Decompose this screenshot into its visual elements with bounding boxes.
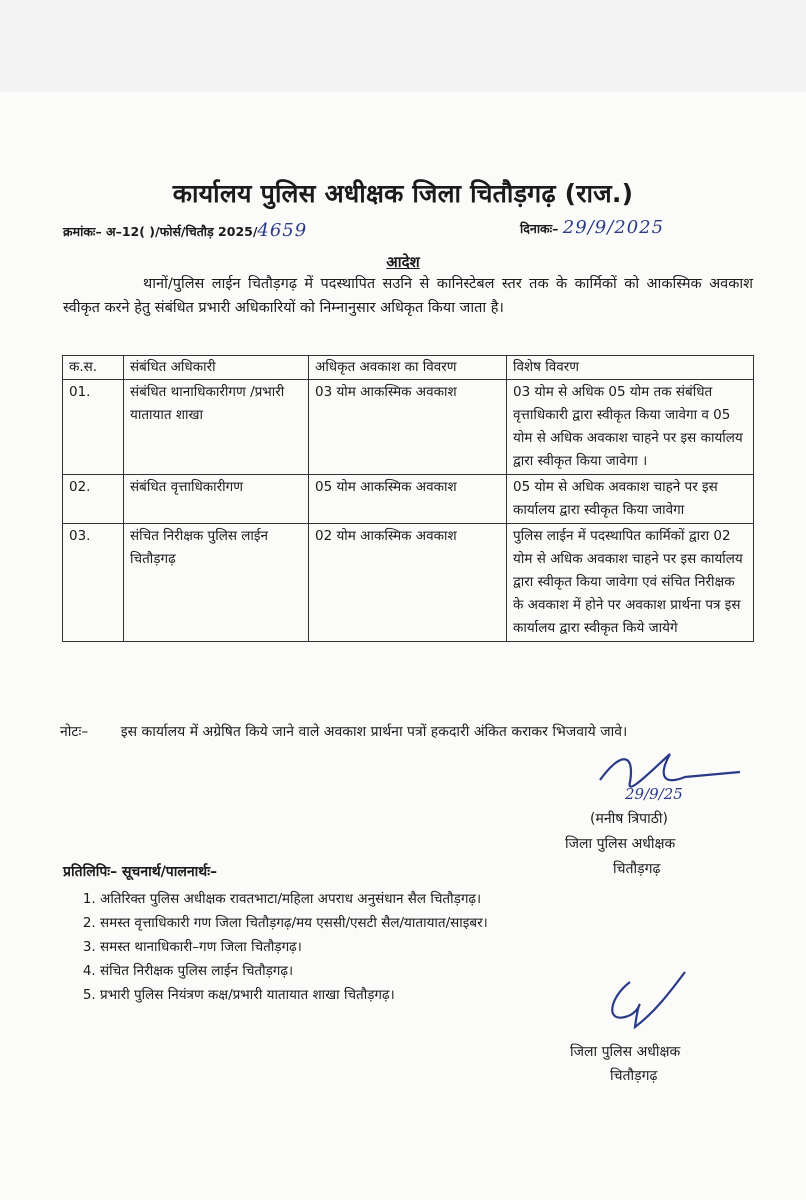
order-heading: आदेश: [386, 253, 420, 271]
cell-sn: 01.: [63, 380, 124, 475]
cell-officer: संबंधित थानाधिकारीगण /प्रभारी यातायात शाखा: [124, 380, 309, 475]
top-margin: [0, 0, 806, 92]
signature-block: [565, 782, 765, 882]
list-item: 2. समस्त वृत्ताधिकारी गण जिला चितौड़गढ़/मय एससी/एसटी सैल/यातायात/साइबर।: [100, 911, 488, 935]
date-label: दिनाकः–: [520, 221, 559, 236]
copy-list: [80, 887, 488, 1007]
header-sn: क.स.: [63, 356, 124, 380]
table-row: [63, 524, 754, 642]
cell-leave: 05 योम आकस्मिक अवकाश: [309, 475, 507, 524]
cell-officer: संबंधित वृत्ताधिकारीगण: [124, 475, 309, 524]
table-row: [63, 380, 754, 475]
reference-handwritten-number: 4659: [257, 220, 308, 241]
signer-place: चितौड़गढ़: [613, 861, 661, 877]
cell-sn: 02.: [63, 475, 124, 524]
list-item: 4. संचित निरीक्षक पुलिस लाईन चितौड़गढ़।: [100, 959, 488, 983]
bottom-signature-block: [570, 1040, 770, 1088]
note-text: इस कार्यालय में अग्रेषित किये जाने वाले अवकाश प्रार्थना पत्रों हकदारी अंकित कराकर भिजवाये जावे।: [120, 724, 628, 740]
date-line: [520, 217, 664, 238]
cell-officer: संचित निरीक्षक पुलिस लाईन चितौड़गढ़: [124, 524, 309, 642]
cell-details: 03 योम से अधिक 05 योम तक संबंधित वृत्ताधिकारी द्वारा स्वीकृत किया जावेगा व 05 योम से अधिक अवकाश चाहने पर इस कार्यालय द्वारा स्वीकृत किया जावेगा ।: [507, 380, 754, 475]
reference-label: क्रमांकः– अ–12( )/फोर्स/चितौड़ 2025/: [63, 224, 258, 239]
table-row: [63, 475, 754, 524]
cell-leave: 03 योम आकस्मिक अवकाश: [309, 380, 507, 475]
bottom-designation: जिला पुलिस अधीक्षक: [570, 1044, 681, 1060]
date-handwritten-value: 29/9/2025: [562, 217, 665, 238]
cell-details: 05 योम से अधिक अवकाश चाहने पर इस कार्यालय द्वारा स्वीकृत किया जावेगा: [507, 475, 754, 524]
bottom-place: चितौड़गढ़: [610, 1068, 658, 1084]
header-details: विशेष विवरण: [507, 356, 754, 380]
header-leave: अधिकृत अवकाश का विवरण: [309, 356, 507, 380]
authorization-table: [62, 355, 754, 642]
list-item: 3. समस्त थानाधिकारी–गण जिला चितौड़गढ़।: [100, 935, 488, 959]
document-page: [0, 92, 806, 1200]
list-item: 5. प्रभारी पुलिस नियंत्रण कक्ष/प्रभारी यातायात शाखा चितौड़गढ़।: [100, 983, 488, 1007]
signer-designation: जिला पुलिस अधीक्षक: [565, 836, 676, 852]
signer-name: (मनीष त्रिपाठी): [590, 811, 668, 827]
order-intro: थानों/पुलिस लाईन चितौड़गढ़ में पदस्थापित सउनि से कानिस्टेबल स्तर तक के कार्मिकों को आकस्मिक अवकाश स्वीकृत करने हेतु संबंधित प्रभारी अधिकारियों को निम्नानुसार अधिकृत किया जाता है।: [63, 276, 753, 316]
office-title: कार्यालय पुलिस अधीक्षक जिला चितौड़गढ़ (राज.): [172, 179, 634, 208]
list-item: 1. अतिरिक्त पुलिस अधीक्षक रावतभाटा/महिला अपराध अनुसंधान सैल चितौड़गढ़।: [100, 887, 488, 911]
cell-leave: 02 योम आकस्मिक अवकाश: [309, 524, 507, 642]
header-officer: संबंधित अधिकारी: [124, 356, 309, 380]
note-label: नोटः–: [60, 724, 89, 740]
signature-handwritten-date: 29/9/25: [625, 785, 683, 803]
cell-sn: 03.: [63, 524, 124, 642]
reference-number: [63, 220, 307, 241]
cell-details: पुलिस लाईन में पदस्थापित कार्मिकों द्वारा 02 योम से अधिक अवकाश चाहने पर इस कार्यालय द्वारा स्वीकृत किया जावेगा एवं संचित निरीक्षक के अवकाश में होने पर अवकाश प्रार्थना पत्र इस कार्यालय द्वारा स्वीकृत किये जायेगे: [507, 524, 754, 642]
bottom-signature-scribble: [590, 967, 710, 1037]
table-header-row: [63, 356, 754, 380]
copy-title: प्रतिलिपिः– सूचनार्थ/पालनार्थः–: [63, 864, 218, 880]
